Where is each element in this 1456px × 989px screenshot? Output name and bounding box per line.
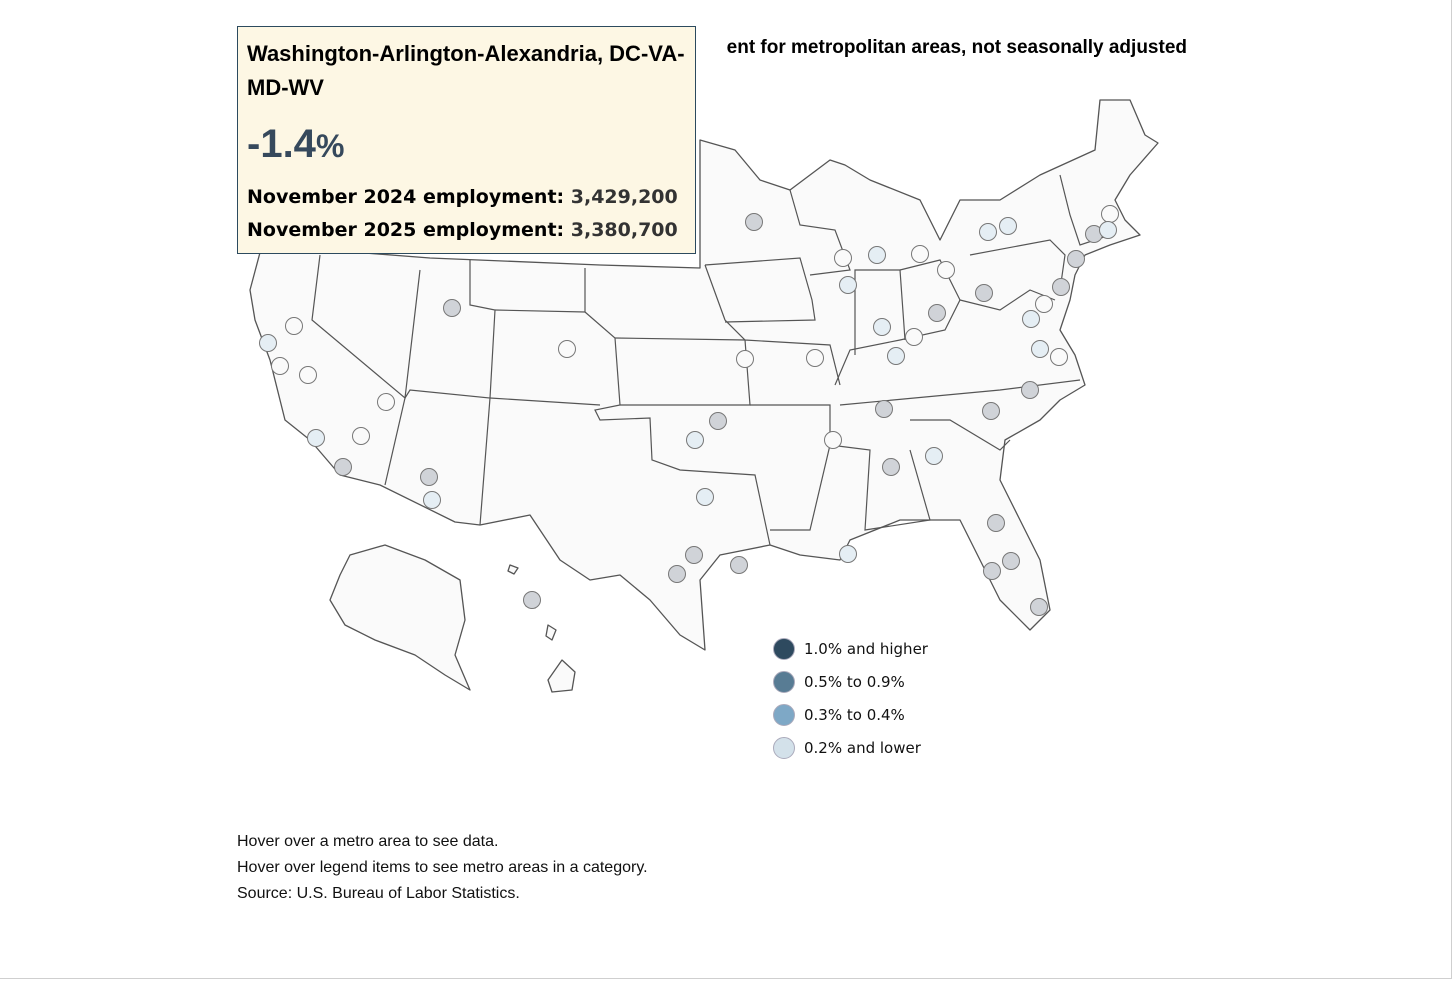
tooltip-change-value: -1.4 bbox=[247, 122, 316, 166]
metro-marker[interactable] bbox=[888, 348, 905, 365]
metro-marker[interactable] bbox=[424, 492, 441, 509]
metro-marker[interactable] bbox=[286, 318, 303, 335]
metro-marker[interactable] bbox=[983, 403, 1000, 420]
legend-item-mid-high[interactable] bbox=[773, 665, 928, 698]
metro-marker[interactable] bbox=[669, 566, 686, 583]
metro-marker[interactable] bbox=[840, 277, 857, 294]
metro-marker[interactable] bbox=[421, 469, 438, 486]
metro-marker[interactable] bbox=[926, 448, 943, 465]
metro-marker[interactable] bbox=[731, 557, 748, 574]
legend-swatch-mid-high bbox=[773, 671, 795, 693]
note-source: Source: U.S. Bureau of Labor Statistics. bbox=[237, 885, 520, 902]
tooltip-rows bbox=[247, 181, 686, 247]
metro-marker[interactable] bbox=[874, 319, 891, 336]
metro-marker[interactable] bbox=[710, 413, 727, 430]
tooltip-row-2025-value: 3,380,700 bbox=[570, 219, 678, 241]
metro-marker[interactable] bbox=[1031, 599, 1048, 616]
legend-label-mid-low: 0.3% to 0.4% bbox=[804, 705, 905, 724]
metro-marker[interactable] bbox=[260, 335, 277, 352]
metro-marker[interactable] bbox=[1023, 311, 1040, 328]
legend-swatch-low bbox=[773, 737, 795, 759]
metro-marker[interactable] bbox=[912, 246, 929, 263]
hawaii-outline bbox=[508, 565, 575, 692]
tooltip-change-unit: % bbox=[315, 128, 345, 164]
metro-marker[interactable] bbox=[876, 401, 893, 418]
metro-marker[interactable] bbox=[1051, 349, 1068, 366]
metro-marker[interactable] bbox=[840, 546, 857, 563]
tooltip-row-2025 bbox=[247, 214, 686, 247]
metro-marker[interactable] bbox=[1000, 218, 1017, 235]
metro-marker[interactable] bbox=[988, 515, 1005, 532]
metro-marker[interactable] bbox=[980, 224, 997, 241]
metro-tooltip bbox=[237, 26, 696, 254]
metro-marker[interactable] bbox=[378, 394, 395, 411]
metro-marker[interactable] bbox=[938, 262, 955, 279]
metro-marker[interactable] bbox=[697, 489, 714, 506]
metro-marker[interactable] bbox=[524, 592, 541, 609]
tooltip-metro-name: Washington-Arlington-Alexandria, DC-VA-MD-WV bbox=[247, 41, 685, 100]
note-hover-legend: Hover over legend items to see metro areas in a category. bbox=[237, 859, 648, 876]
metro-marker[interactable] bbox=[835, 250, 852, 267]
metro-marker[interactable] bbox=[737, 351, 754, 368]
tooltip-change bbox=[247, 123, 686, 167]
metro-marker[interactable] bbox=[984, 563, 1001, 580]
metro-marker[interactable] bbox=[825, 432, 842, 449]
metro-marker[interactable] bbox=[559, 341, 576, 358]
metro-marker[interactable] bbox=[687, 432, 704, 449]
metro-marker[interactable] bbox=[1022, 382, 1039, 399]
legend-swatch-high bbox=[773, 638, 795, 660]
metro-marker[interactable] bbox=[1100, 222, 1117, 239]
tooltip-row-2024-value: 3,429,200 bbox=[570, 186, 678, 208]
note-hover-metro: Hover over a metro area to see data. bbox=[237, 833, 499, 850]
legend-label-low: 0.2% and lower bbox=[804, 738, 921, 757]
metro-marker[interactable] bbox=[1003, 553, 1020, 570]
metro-marker[interactable] bbox=[308, 430, 325, 447]
legend-label-high: 1.0% and higher bbox=[804, 639, 928, 658]
metro-marker[interactable] bbox=[1036, 296, 1053, 313]
tooltip-row-2025-label: November 2025 employment: bbox=[247, 219, 565, 241]
metro-marker[interactable] bbox=[746, 214, 763, 231]
map-title: ent for metropolitan areas, not seasonally adjusted bbox=[726, 37, 1187, 58]
legend-swatch-mid-low bbox=[773, 704, 795, 726]
metro-marker[interactable] bbox=[1032, 341, 1049, 358]
alaska-outline bbox=[330, 545, 470, 690]
metro-marker[interactable] bbox=[906, 329, 923, 346]
metro-marker[interactable] bbox=[1102, 206, 1119, 223]
legend-item-high[interactable] bbox=[773, 632, 928, 665]
metro-marker[interactable] bbox=[807, 350, 824, 367]
legend-label-mid-high: 0.5% to 0.9% bbox=[804, 672, 905, 691]
metro-marker[interactable] bbox=[353, 428, 370, 445]
metro-marker[interactable] bbox=[929, 305, 946, 322]
metro-marker[interactable] bbox=[444, 300, 461, 317]
metro-marker[interactable] bbox=[272, 358, 289, 375]
metro-marker[interactable] bbox=[883, 459, 900, 476]
notes bbox=[237, 829, 648, 907]
metro-marker[interactable] bbox=[1053, 279, 1070, 296]
tooltip-row-2024 bbox=[247, 181, 686, 214]
legend bbox=[773, 632, 928, 764]
metro-marker[interactable] bbox=[300, 367, 317, 384]
metro-marker[interactable] bbox=[1068, 251, 1085, 268]
metro-marker[interactable] bbox=[976, 285, 993, 302]
legend-item-mid-low[interactable] bbox=[773, 698, 928, 731]
metro-marker[interactable] bbox=[686, 547, 703, 564]
metro-marker[interactable] bbox=[869, 247, 886, 264]
tooltip-row-2024-label: November 2024 employment: bbox=[247, 186, 565, 208]
metro-marker[interactable] bbox=[335, 459, 352, 476]
legend-item-low[interactable] bbox=[773, 731, 928, 764]
